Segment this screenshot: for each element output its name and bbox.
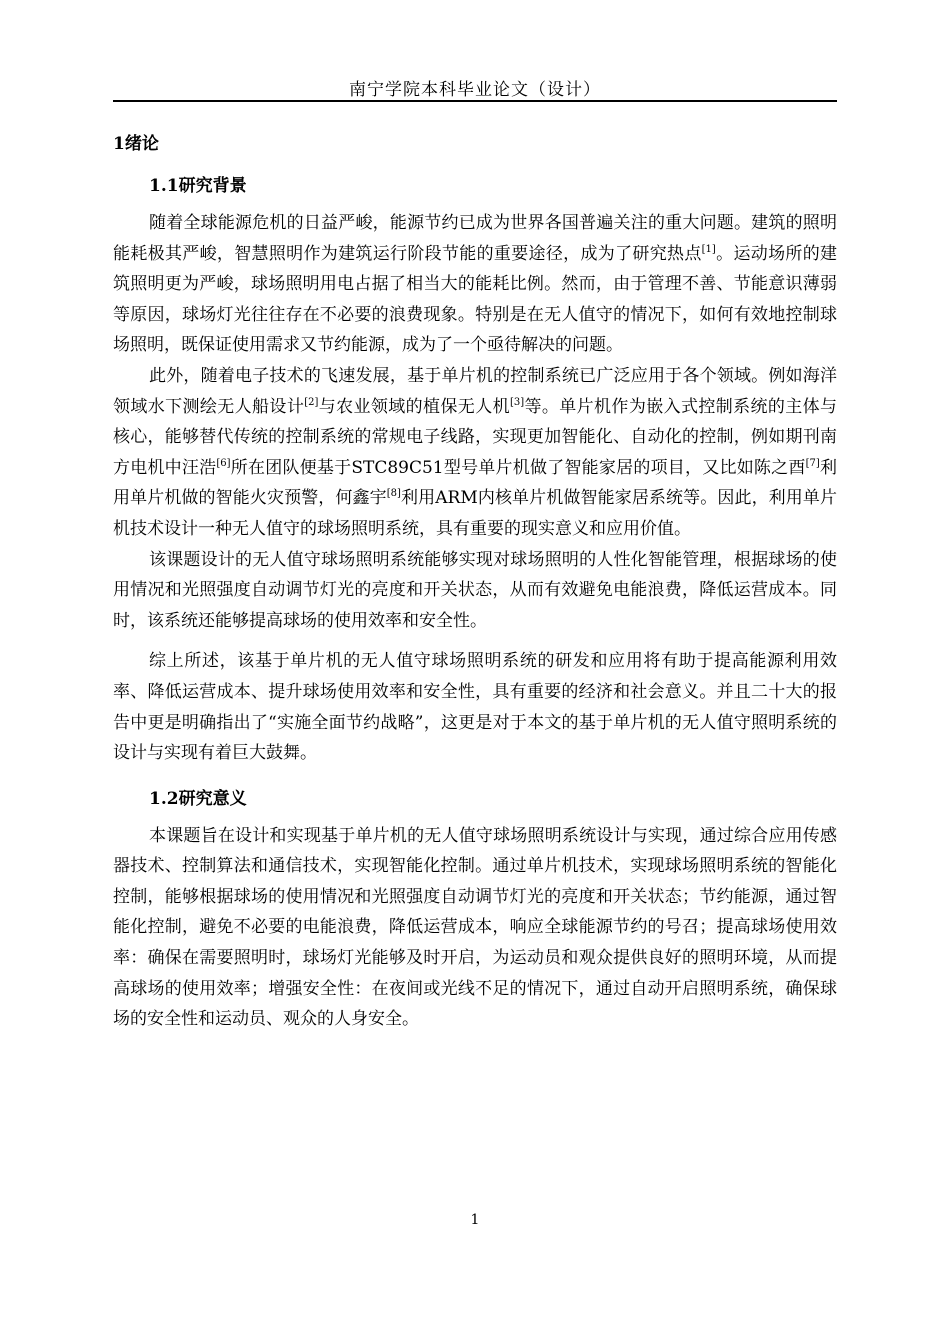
paragraph-background-3: 该课题设计的无人值守球场照明系统能够实现对球场照明的人性化智能管理，根据球场的使用情况和光照强度自动调节灯光的亮度和开关状态，从而有效避免电能浪费，降低运营成本。同时，该系统还能够提高球场的使用效率和安全性。 — [113, 549, 837, 631]
paragraph-text: 利用ARM内核单片机做智能家居系统等。因此，利用单片机技术设计一种无人值守的球场照明系统，具有重要的现实意义和应用价值。 — [113, 488, 838, 539]
paragraph-background-2 — [113, 361, 837, 545]
citation-2: [2] — [304, 396, 319, 408]
section-title-background: 1.1研究背景 — [149, 176, 247, 196]
paragraph-background-1 — [113, 208, 837, 361]
citation-8: [8] — [386, 488, 401, 500]
paragraph-text: 随着全球能源危机的日益严峻，能源节约已成为世界各国普遍关注的重大问题。建筑的照明能耗极其严峻，智慧照明作为建筑运行阶段节能的重要途径，成为了研究热点 — [113, 213, 837, 264]
citation-3: [3] — [509, 396, 525, 408]
paragraph-text: 等。单片机作为嵌入式控制系统的主体与核心，能够替代传统的控制系统的常规电子线路，实现更加智能化、自动化的控制，例如期刊南方电机中汪浩 — [113, 396, 838, 478]
page-body — [113, 128, 837, 1035]
paragraph-text: 。运动场所的建筑照明更为严峻，球场照明用电占据了相当大的能耗比例。然而，由于管理不善、节能意识薄弱等原因，球场灯光往往存在不必要的浪费现象。特别是在无人值守的情况下，如何有效地控制球场照明，既保证使用需求又节约能源，成为了一个亟待解决的问题。 — [113, 243, 838, 356]
paragraph-background-4: 综上所述，该基于单片机的无人值守球场照明系统的研发和应用将有助于提高能源利用效率、降低运营成本、提升球场使用效率和安全性，具有重要的经济和社会意义。并且二十大的报告中更是明确指出了“实施全面节约战略”，这更是对于本文的基于单片机的无人值守照明系统的设计与实现有着巨大鼓舞。 — [113, 651, 837, 764]
paragraph-text: 利用单片机做的智能火灾预警，何鑫宇 — [113, 457, 838, 509]
paragraph-text: 与农业领域的植保无人机 — [318, 396, 510, 417]
citation-6: [6] — [216, 457, 231, 469]
paragraph-text: 所在团队便基于STC89C51型号单片机做了智能家居的项目，又比如陈之酉 — [230, 457, 806, 478]
paragraph-text: 此外，随着电子技术的飞速发展，基于单片机的控制系统已广泛应用于各个领域。例如海洋领域水下测绘无人船设计 — [113, 365, 837, 417]
page-number: 1 — [470, 1212, 480, 1228]
citation-7: [7] — [805, 457, 820, 469]
header-divider — [113, 100, 837, 102]
citation-1: [1] — [701, 243, 716, 255]
section-title-significance: 1.2研究意义 — [149, 788, 247, 809]
chapter-title: 1绪论 — [113, 134, 159, 154]
running-header-title: 南宁学院本科毕业论文（设计） — [349, 80, 601, 100]
paragraph-significance-1: 本课题旨在设计和实现基于单片机的无人值守球场照明系统设计与实现，通过综合应用传感器技术、控制算法和通信技术，实现智能化控制。通过单片机技术，实现球场照明系统的智能化控制，能够根据球场的使用情况和光照强度自动调节灯光的亮度和开关状态；节约能源，通过智能化控制，避免不必要的电能浪费，降低运营成本，响应全球能源节约的号召；提高球场使用效率：确保在需要照明时，球场灯光能够及时开启，为运动员和观众提供良好的照明环境，从而提高球场的使用效率；增强安全性：在夜间或光线不足的情况下，通过自动开启照明系统，确保球场的安全性和运动员、观众的人身安全。 — [113, 825, 837, 1030]
